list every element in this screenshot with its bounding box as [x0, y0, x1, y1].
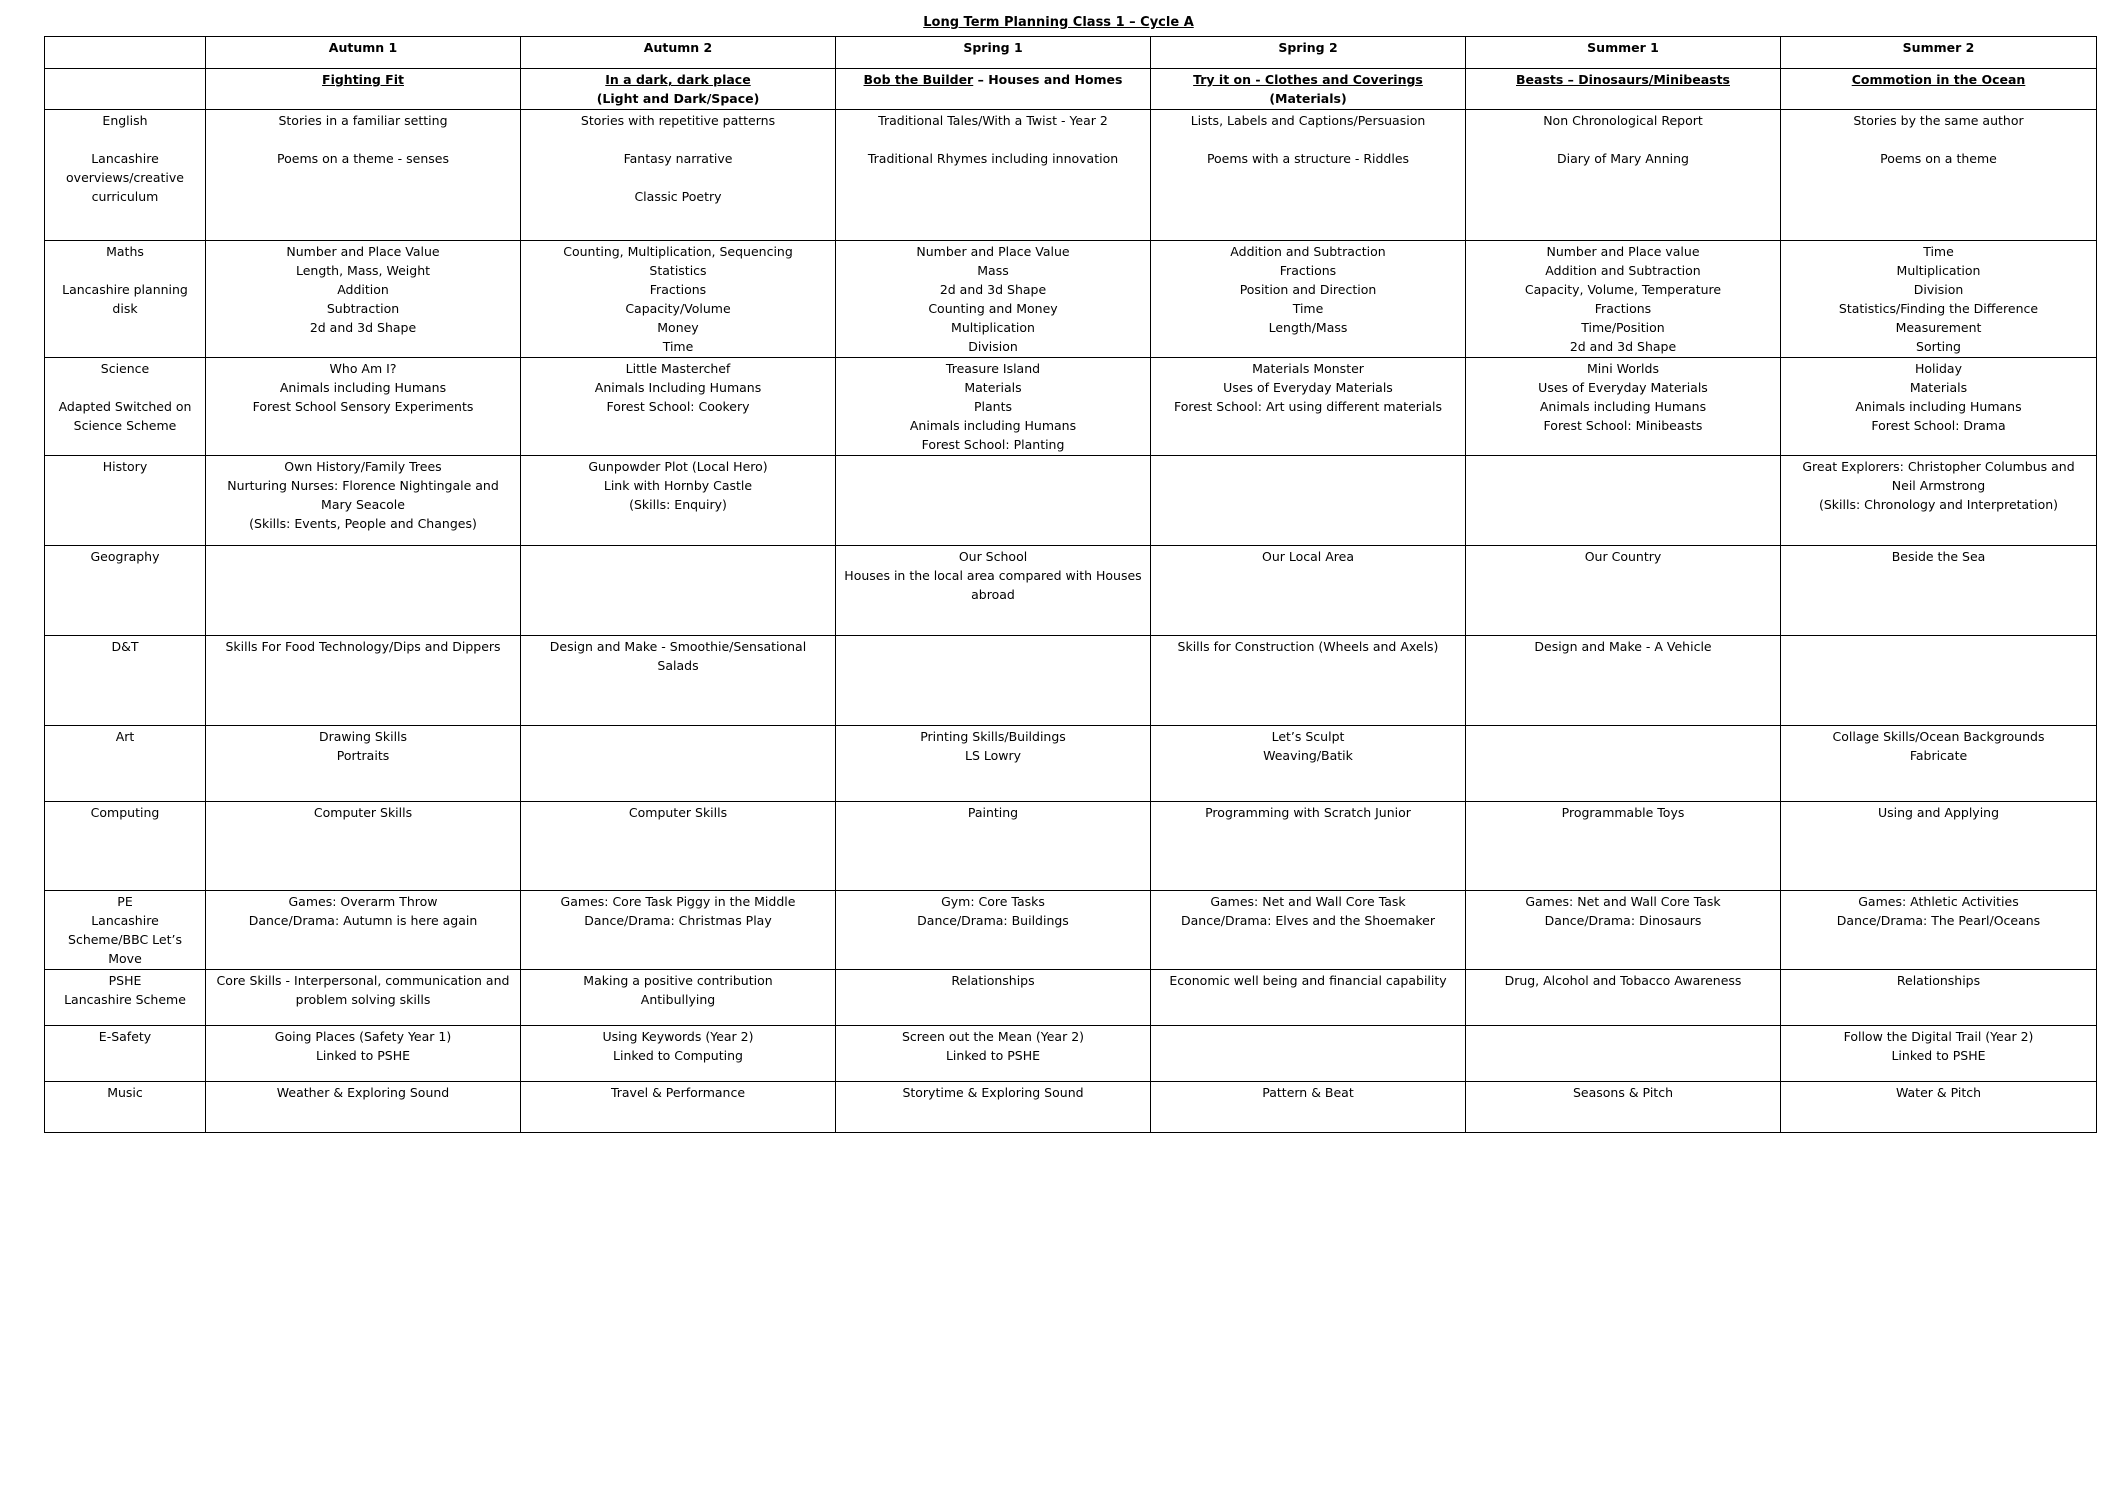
cell-line: Art — [115, 729, 135, 744]
cell-line: Gym: Core Tasks — [941, 894, 1045, 909]
plan-cell — [1151, 891, 1466, 970]
cell-line: Non Chronological Report — [1543, 113, 1703, 128]
cell-line: Move — [108, 951, 142, 966]
cell-line: Number and Place Value — [916, 244, 1070, 259]
cell-line: Forest School: Drama — [1871, 418, 2006, 433]
topic-cell — [1466, 69, 1781, 110]
cell-line: (Skills: Events, People and Changes) — [249, 516, 477, 531]
subject-label — [45, 891, 206, 970]
cell-line: History — [102, 459, 148, 474]
cell-line: Treasure Island — [945, 361, 1041, 376]
plan-cell — [521, 110, 836, 241]
cell-line: Computing — [90, 805, 160, 820]
plan-cell — [1151, 110, 1466, 241]
plan-cell — [1151, 1082, 1466, 1133]
plan-cell — [1466, 891, 1781, 970]
topic-cell — [1151, 69, 1466, 110]
topic-title: In a dark, dark place — [605, 72, 751, 87]
cell-line: Relationships — [1896, 973, 1981, 988]
planning-table — [44, 36, 2097, 1133]
plan-cell — [836, 802, 1151, 891]
cell-line: Games: Net and Wall Core Task — [1525, 894, 1721, 909]
term-header: Summer 1 — [1466, 37, 1781, 69]
cell-line: Using and Applying — [1877, 805, 2000, 820]
cell-line: Gunpowder Plot (Local Hero) — [588, 459, 768, 474]
term-header-row — [45, 37, 2097, 69]
cell-line: Stories with repetitive patterns — [580, 113, 776, 128]
plan-cell — [521, 726, 836, 802]
plan-cell — [521, 1082, 836, 1133]
cell-line: Linked to Computing — [613, 1048, 743, 1063]
plan-cell — [1151, 636, 1466, 726]
cell-line: Dance/Drama: Dinosaurs — [1544, 913, 1702, 928]
cell-line: problem solving skills — [295, 992, 431, 1007]
cell-line: Addition — [337, 282, 389, 297]
cell-line: Economic well being and financial capability — [1169, 973, 1447, 988]
topic-extra: – Houses and Homes — [973, 72, 1123, 87]
cell-line: Animals Including Humans — [594, 380, 762, 395]
cell-line: Using Keywords (Year 2) — [602, 1029, 754, 1044]
topic-title: Fighting Fit — [322, 72, 404, 87]
cell-line: Counting and Money — [928, 301, 1058, 316]
cell-line: Drug, Alcohol and Tobacco Awareness — [1504, 973, 1742, 988]
topic-title: Bob the Builder — [863, 72, 974, 87]
cell-line: Science — [100, 361, 150, 376]
subject-row-maths — [45, 241, 2097, 358]
cell-line: Lists, Labels and Captions/Persuasion — [1190, 113, 1426, 128]
cell-line: Drawing Skills — [318, 729, 408, 744]
plan-cell — [206, 110, 521, 241]
subject-row-music — [45, 1082, 2097, 1133]
cell-line: Adapted Switched on — [58, 399, 192, 414]
term-header: Spring 2 — [1151, 37, 1466, 69]
cell-line: Uses of Everyday Materials — [1223, 380, 1393, 395]
cell-line: Seasons & Pitch — [1572, 1085, 1673, 1100]
plan-cell — [1151, 970, 1466, 1026]
plan-cell — [1151, 358, 1466, 456]
cell-line: Our School — [958, 549, 1028, 564]
cell-line: Dance/Drama: Autumn is here again — [248, 913, 478, 928]
plan-cell — [206, 358, 521, 456]
subject-row-esafety — [45, 1026, 2097, 1082]
plan-cell — [836, 891, 1151, 970]
plan-cell — [1781, 456, 2097, 546]
cell-line — [1787, 130, 2090, 149]
cell-line: Forest School: Art using different materials — [1173, 399, 1443, 414]
cell-line: Poems on a theme — [1880, 151, 1997, 166]
plan-cell — [1466, 241, 1781, 358]
cell-line: Mary Seacole — [321, 497, 405, 512]
plan-cell — [1781, 110, 2097, 241]
cell-line: Addition and Subtraction — [1230, 244, 1386, 259]
cell-line: Design and Make - Smoothie/Sensational — [549, 639, 807, 654]
plan-cell — [206, 456, 521, 546]
topic-subtitle: (Materials) — [1269, 91, 1347, 106]
cell-line — [51, 261, 199, 280]
plan-cell — [521, 802, 836, 891]
cell-line: Storytime & Exploring Sound — [902, 1085, 1084, 1100]
cell-line: Stories in a familiar setting — [278, 113, 448, 128]
subject-label — [45, 110, 206, 241]
subject-label — [45, 1082, 206, 1133]
cell-line: Number and Place Value — [286, 244, 440, 259]
subject-label — [45, 456, 206, 546]
cell-line: Forest School: Planting — [921, 437, 1065, 452]
cell-line: Printing Skills/Buildings — [920, 729, 1066, 744]
topic-title: Beasts – Dinosaurs/Minibeasts — [1516, 72, 1730, 87]
term-header: Summer 2 — [1781, 37, 2097, 69]
cell-line: Skills For Food Technology/Dips and Dippers — [225, 639, 501, 654]
cell-line: Fabricate — [1909, 748, 1968, 763]
cell-line: Houses in the local area compared with Houses — [844, 568, 1142, 583]
plan-cell — [836, 546, 1151, 636]
topic-subtitle: (Light and Dark/Space) — [596, 91, 760, 106]
plan-cell — [206, 891, 521, 970]
corner-cell — [45, 37, 206, 69]
plan-cell — [521, 358, 836, 456]
cell-line: Fractions — [649, 282, 707, 297]
cell-line: Time — [662, 339, 694, 354]
subject-row-dt — [45, 636, 2097, 726]
cell-line: Traditional Tales/With a Twist - Year 2 — [878, 113, 1108, 128]
cell-line: Computer Skills — [313, 805, 413, 820]
plan-cell — [1781, 1026, 2097, 1082]
plan-cell — [1466, 358, 1781, 456]
corner-cell — [45, 69, 206, 110]
cell-line: Uses of Everyday Materials — [1538, 380, 1708, 395]
cell-line: Statistics/Finding the Difference — [1838, 301, 2039, 316]
subject-label — [45, 358, 206, 456]
subject-row-geography — [45, 546, 2097, 636]
cell-line: Our Country — [1584, 549, 1662, 564]
plan-cell — [206, 970, 521, 1026]
plan-cell — [521, 636, 836, 726]
cell-line: Animals including Humans — [279, 380, 447, 395]
cell-line: Dance/Drama: Buildings — [917, 913, 1069, 928]
cell-line: Length/Mass — [1268, 320, 1348, 335]
cell-line: overviews/creative — [66, 170, 184, 185]
cell-line: Animals including Humans — [1855, 399, 2022, 414]
plan-cell — [836, 456, 1151, 546]
plan-cell — [521, 241, 836, 358]
subject-row-science — [45, 358, 2097, 456]
cell-line: Computer Skills — [628, 805, 728, 820]
cell-line: Beside the Sea — [1891, 549, 1986, 564]
cell-line: Materials Monster — [1252, 361, 1364, 376]
cell-line — [51, 130, 199, 149]
cell-line: Plants — [973, 399, 1012, 414]
plan-cell — [206, 1082, 521, 1133]
cell-line: 2d and 3d Shape — [309, 320, 417, 335]
cell-line: Who Am I? — [329, 361, 397, 376]
plan-cell — [206, 726, 521, 802]
cell-line: Materials — [964, 380, 1022, 395]
plan-cell — [1781, 546, 2097, 636]
subject-label — [45, 802, 206, 891]
cell-line: Games: Overarm Throw — [288, 894, 438, 909]
plan-cell — [836, 1026, 1151, 1082]
cell-line: Linked to PSHE — [945, 1048, 1041, 1063]
topic-title: Commotion in the Ocean — [1851, 72, 2026, 87]
cell-line: Capacity, Volume, Temperature — [1524, 282, 1722, 297]
cell-line: 2d and 3d Shape — [1569, 339, 1677, 354]
cell-line: Forest School: Cookery — [606, 399, 750, 414]
cell-line: Position and Direction — [1239, 282, 1377, 297]
plan-cell — [1781, 726, 2097, 802]
cell-line: Painting — [967, 805, 1019, 820]
cell-line: LS Lowry — [964, 748, 1022, 763]
plan-cell — [206, 636, 521, 726]
subject-label — [45, 636, 206, 726]
cell-line — [212, 130, 514, 149]
cell-line: Water & Pitch — [1895, 1085, 1982, 1100]
subject-label — [45, 546, 206, 636]
cell-line: Lancashire Scheme — [64, 992, 186, 1007]
subject-label — [45, 970, 206, 1026]
cell-line: Division — [968, 339, 1018, 354]
cell-line: Holiday — [1915, 361, 1962, 376]
plan-cell — [836, 110, 1151, 241]
cell-line: Statistics — [649, 263, 707, 278]
cell-line: Dance/Drama: Elves and the Shoemaker — [1180, 913, 1435, 928]
cell-line: Linked to PSHE — [315, 1048, 411, 1063]
cell-line: Dance/Drama: The Pearl/Oceans — [1836, 913, 2041, 928]
cell-line: (Skills: Chronology and Interpretation) — [1818, 497, 2059, 512]
plan-cell — [836, 1082, 1151, 1133]
cell-line — [527, 130, 829, 149]
plan-cell — [521, 970, 836, 1026]
cell-line: Programmable Toys — [1561, 805, 1685, 820]
plan-cell — [836, 241, 1151, 358]
cell-line: Length, Mass, Weight — [295, 263, 431, 278]
topic-cell — [521, 69, 836, 110]
cell-line: Little Masterchef — [625, 361, 731, 376]
cell-line: disk — [112, 301, 138, 316]
cell-line: Let’s Sculpt — [1271, 729, 1345, 744]
plan-cell — [1466, 456, 1781, 546]
plan-cell — [1466, 1026, 1781, 1082]
plan-cell — [521, 1026, 836, 1082]
cell-line: Our Local Area — [1261, 549, 1354, 564]
cell-line: Design and Make - A Vehicle — [1534, 639, 1712, 654]
subject-row-computing — [45, 802, 2097, 891]
cell-line: Diary of Mary Anning — [1557, 151, 1689, 166]
subject-row-history — [45, 456, 2097, 546]
plan-cell — [206, 1026, 521, 1082]
cell-line: Dance/Drama: Christmas Play — [584, 913, 772, 928]
cell-line: Collage Skills/Ocean Backgrounds — [1832, 729, 2045, 744]
plan-cell — [1781, 970, 2097, 1026]
cell-line: Games: Net and Wall Core Task — [1210, 894, 1406, 909]
cell-line: Weather & Exploring Sound — [276, 1085, 450, 1100]
cell-line: (Skills: Enquiry) — [629, 497, 727, 512]
cell-line: Traditional Rhymes including innovation — [867, 151, 1119, 166]
cell-line: Fantasy narrative — [623, 151, 733, 166]
plan-cell — [1466, 970, 1781, 1026]
cell-line: Neil Armstrong — [1891, 478, 1986, 493]
plan-cell — [1466, 802, 1781, 891]
cell-line: Materials — [1909, 380, 1968, 395]
plan-cell — [1466, 110, 1781, 241]
cell-line — [1157, 130, 1459, 149]
cell-line: Link with Hornby Castle — [603, 478, 753, 493]
plan-cell — [1781, 1082, 2097, 1133]
topic-row — [45, 69, 2097, 110]
cell-line — [51, 378, 199, 397]
cell-line: Time — [1292, 301, 1324, 316]
cell-line: Games: Athletic Activities — [1858, 894, 2019, 909]
cell-line: Multiplication — [1896, 263, 1981, 278]
plan-cell — [836, 636, 1151, 726]
plan-cell — [206, 546, 521, 636]
cell-line: Nurturing Nurses: Florence Nightingale and — [227, 478, 499, 493]
plan-cell — [836, 358, 1151, 456]
plan-cell — [1781, 241, 2097, 358]
cell-line: Mass — [977, 263, 1009, 278]
plan-cell — [1781, 358, 2097, 456]
term-header: Spring 1 — [836, 37, 1151, 69]
cell-line — [527, 168, 829, 187]
topic-title: Try it on - Clothes and Coverings — [1193, 72, 1423, 87]
plan-cell — [1151, 726, 1466, 802]
cell-line: Money — [657, 320, 699, 335]
term-header: Autumn 2 — [521, 37, 836, 69]
cell-line: Games: Core Task Piggy in the Middle — [560, 894, 796, 909]
cell-line: Forest School: Minibeasts — [1543, 418, 1703, 433]
cell-line: Scheme/BBC Let’s — [68, 932, 182, 947]
subject-label — [45, 241, 206, 358]
cell-line: PSHE — [108, 973, 142, 988]
page-title: Long Term Planning Class 1 – Cycle A — [923, 15, 1194, 30]
cell-line: Time/Position — [1581, 320, 1665, 335]
plan-cell — [1781, 891, 2097, 970]
subject-row-art — [45, 726, 2097, 802]
cell-line: Salads — [657, 658, 699, 673]
cell-line: Making a positive contribution — [583, 973, 773, 988]
plan-cell — [521, 456, 836, 546]
cell-line: Weaving/Batik — [1263, 748, 1353, 763]
plan-cell — [1151, 456, 1466, 546]
plan-cell — [1466, 1082, 1781, 1133]
plan-cell — [1151, 241, 1466, 358]
subject-row-pe — [45, 891, 2097, 970]
plan-cell — [521, 891, 836, 970]
cell-line: Going Places (Safety Year 1) — [274, 1029, 452, 1044]
cell-line: Maths — [106, 244, 144, 259]
cell-line: Addition and Subtraction — [1545, 263, 1701, 278]
plan-cell — [1466, 726, 1781, 802]
cell-line: abroad — [971, 587, 1015, 602]
subject-row-pshe — [45, 970, 2097, 1026]
plan-cell — [1781, 802, 2097, 891]
cell-line: Portraits — [336, 748, 390, 763]
cell-line: Great Explorers: Christopher Columbus and — [1802, 459, 2075, 474]
subject-row-english — [45, 110, 2097, 241]
cell-line: Forest School Sensory Experiments — [252, 399, 474, 414]
term-header: Autumn 1 — [206, 37, 521, 69]
cell-line: Own History/Family Trees — [284, 459, 442, 474]
cell-line: Programming with Scratch Junior — [1205, 805, 1411, 820]
plan-cell — [1151, 546, 1466, 636]
cell-line: Measurement — [1895, 320, 1982, 335]
cell-line: Animals including Humans — [1539, 399, 1707, 414]
cell-line: Lancashire — [91, 151, 159, 166]
cell-line: Counting, Multiplication, Sequencing — [563, 244, 793, 259]
cell-line — [1472, 130, 1774, 149]
plan-cell — [1466, 636, 1781, 726]
cell-line: Geography — [90, 549, 160, 564]
cell-line: Antibullying — [640, 992, 716, 1007]
cell-line: Follow the Digital Trail (Year 2) — [1843, 1029, 2034, 1044]
cell-line: Time — [1923, 244, 1954, 259]
cell-line: Fractions — [1279, 263, 1337, 278]
topic-cell — [1781, 69, 2097, 110]
cell-line: Capacity/Volume — [625, 301, 731, 316]
topic-cell — [836, 69, 1151, 110]
cell-line: curriculum — [91, 189, 159, 204]
plan-cell — [206, 241, 521, 358]
cell-line: Music — [107, 1085, 143, 1100]
cell-line: Lancashire — [91, 913, 159, 928]
cell-line: Lancashire planning — [62, 282, 188, 297]
cell-line: Skills for Construction (Wheels and Axels) — [1177, 639, 1439, 654]
cell-line: Travel & Performance — [610, 1085, 746, 1100]
cell-line: 2d and 3d Shape — [939, 282, 1047, 297]
cell-line: Science Scheme — [73, 418, 177, 433]
cell-line: Multiplication — [951, 320, 1035, 335]
subject-label — [45, 1026, 206, 1082]
cell-line: Subtraction — [326, 301, 400, 316]
cell-line: English — [102, 113, 148, 128]
cell-line: D&T — [111, 639, 139, 654]
cell-line: Mini Worlds — [1587, 361, 1659, 376]
cell-line: Poems on a theme - senses — [277, 151, 449, 166]
plan-cell — [521, 546, 836, 636]
plan-cell — [1466, 546, 1781, 636]
topic-cell — [206, 69, 521, 110]
cell-line: Number and Place value — [1546, 244, 1700, 259]
cell-line: Screen out the Mean (Year 2) — [901, 1029, 1085, 1044]
cell-line: Core Skills - Interpersonal, communication and — [216, 973, 510, 988]
cell-line: E-Safety — [98, 1029, 152, 1044]
cell-line: Fractions — [1594, 301, 1652, 316]
cell-line: Division — [1913, 282, 1964, 297]
cell-line: Animals including Humans — [909, 418, 1077, 433]
plan-cell — [1781, 636, 2097, 726]
cell-line: Pattern & Beat — [1262, 1085, 1354, 1100]
cell-line: Relationships — [951, 973, 1035, 988]
cell-line: Classic Poetry — [634, 189, 722, 204]
cell-line: Stories by the same author — [1853, 113, 2024, 128]
cell-line: PE — [117, 894, 133, 909]
cell-line: Linked to PSHE — [1891, 1048, 1986, 1063]
plan-cell — [1151, 1026, 1466, 1082]
subject-label — [45, 726, 206, 802]
plan-cell — [836, 726, 1151, 802]
plan-cell — [1151, 802, 1466, 891]
plan-cell — [206, 802, 521, 891]
cell-line — [842, 130, 1144, 149]
cell-line: Sorting — [1916, 339, 1961, 354]
plan-cell — [836, 970, 1151, 1026]
cell-line: Poems with a structure - Riddles — [1206, 151, 1410, 166]
